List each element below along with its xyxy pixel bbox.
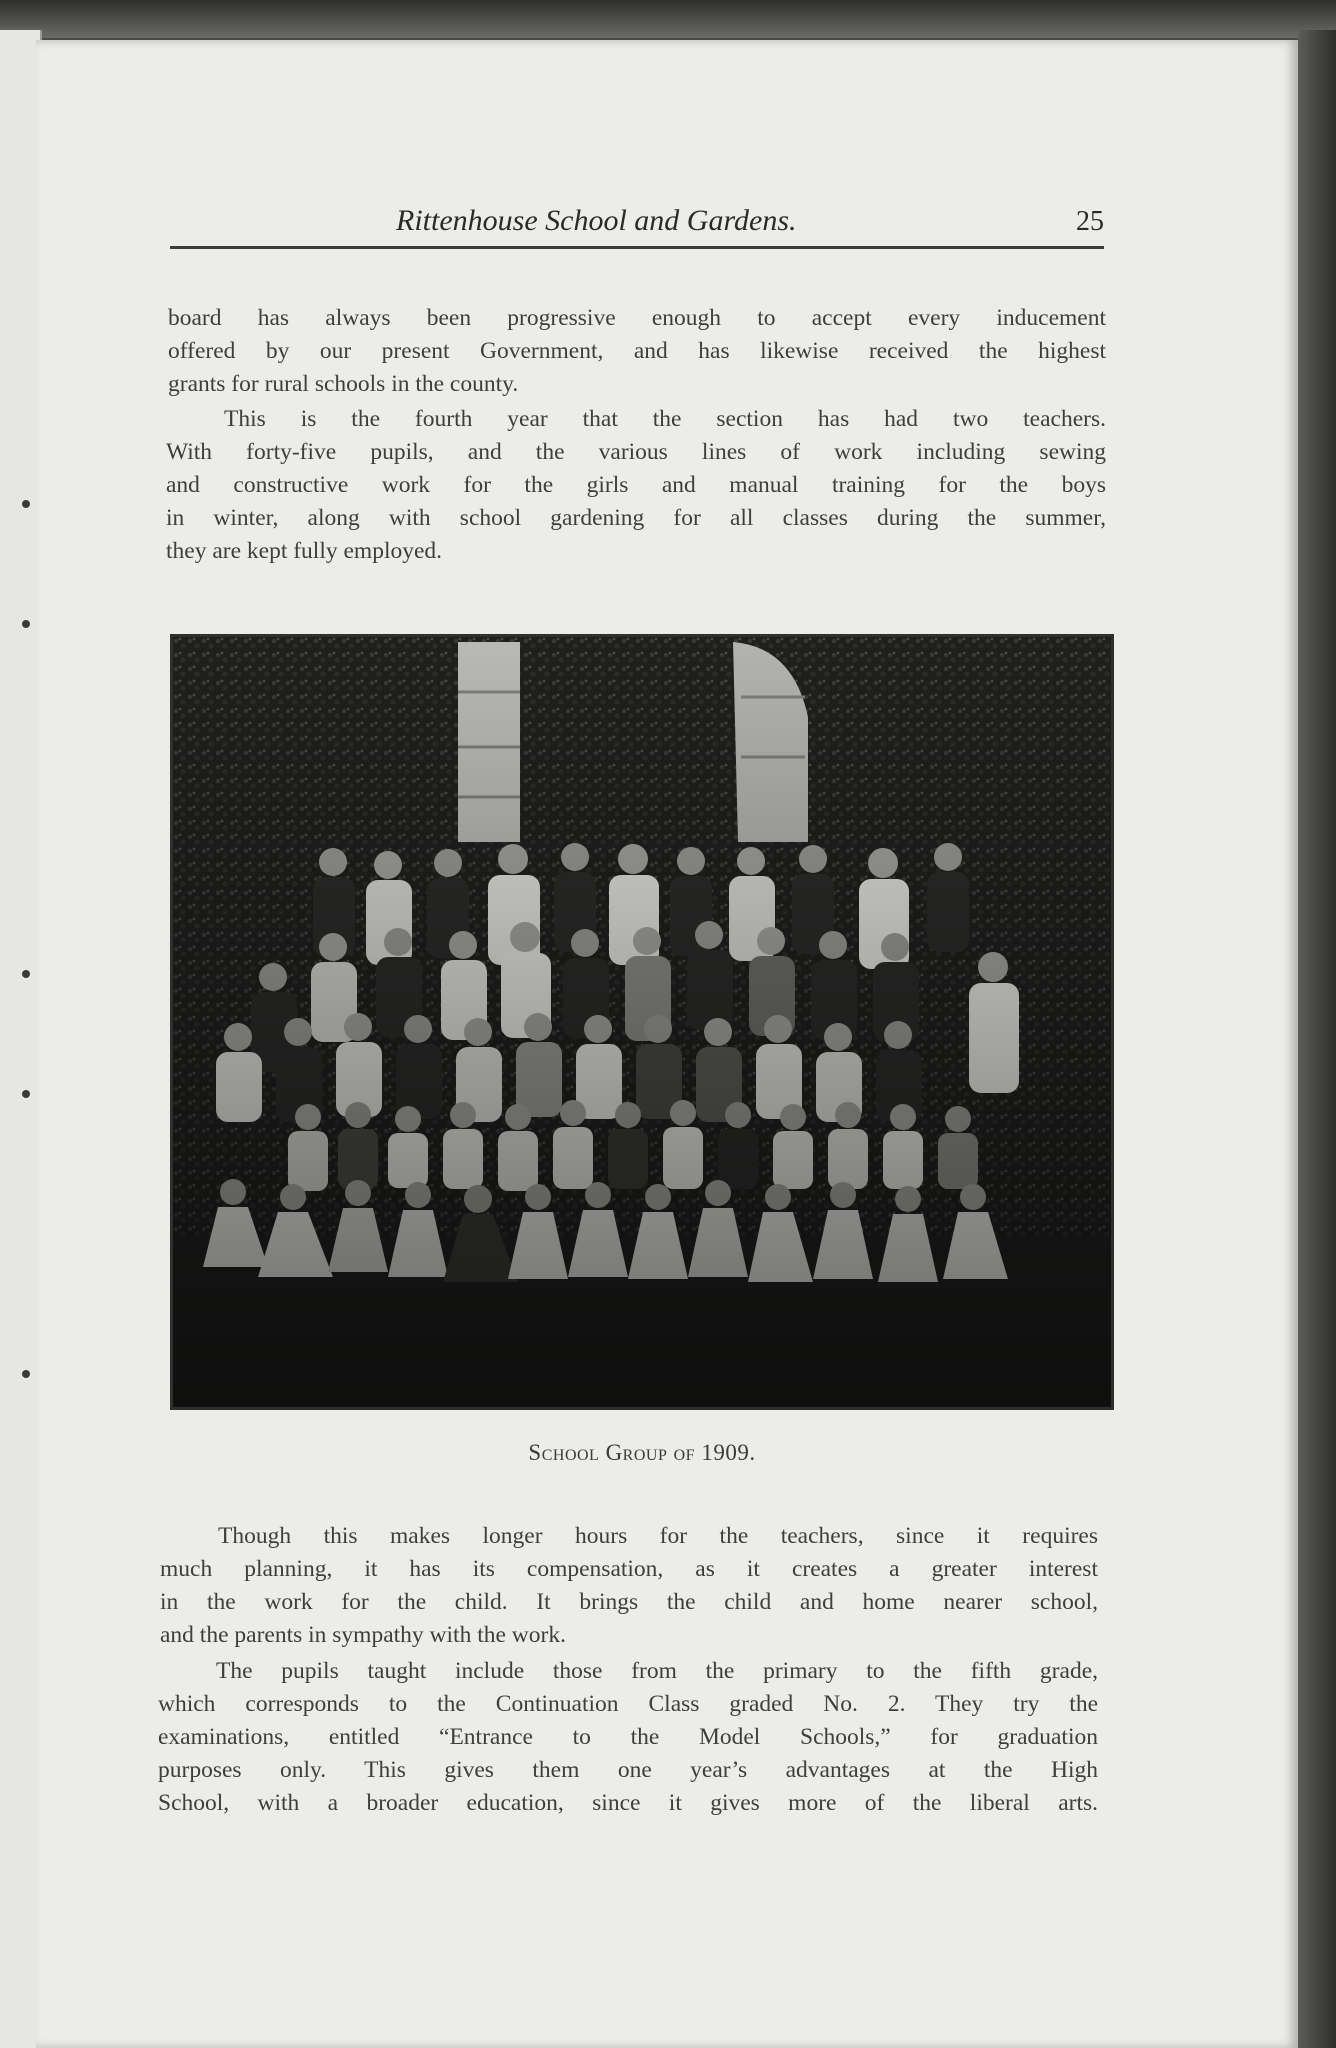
text-line: offered by our present Government, and has likewise received the highest (168, 338, 1106, 364)
photo-caption (170, 1440, 1114, 1466)
text-line: This is the fourth year that the section has had two teachers. (224, 406, 1106, 432)
binding-mark (22, 1090, 30, 1098)
paragraph-4 (158, 1655, 1098, 1820)
text-line: they are kept fully employed. (166, 538, 443, 564)
text-line: in winter, along with school gardening for all classes during the summer, (166, 505, 1106, 531)
text-line: board has always been progressive enough to accept every inducement (168, 305, 1106, 331)
paragraph-2 (166, 403, 1106, 568)
binding-mark (22, 620, 30, 628)
binding-mark (22, 500, 30, 508)
text-line: The pupils taught include those from the primary to the fifth grade, (216, 1658, 1098, 1684)
page-number: 25 (1076, 206, 1104, 237)
paragraph-3 (160, 1520, 1098, 1652)
paragraph-1 (168, 302, 1106, 401)
text-line: Though this makes longer hours for the teachers, since it requires (218, 1523, 1098, 1549)
text-line: With forty-five pupils, and the various lines of work including sewing (166, 439, 1106, 465)
caption-text: School Group of 1909. (528, 1440, 756, 1465)
text-line: and constructive work for the girls and manual training for the boys (166, 472, 1106, 498)
text-line: examinations, entitled “Entrance to the Model Schools,” for graduation (158, 1724, 1098, 1750)
scan-top-edge (0, 0, 1336, 38)
text-line: much planning, it has its compensation, as it creates a greater interest (160, 1556, 1098, 1582)
text-line: and the parents in sympathy with the work. (160, 1622, 566, 1648)
book-cover-edge (1298, 30, 1336, 2048)
running-head (170, 196, 1104, 249)
binding-mark (22, 1370, 30, 1378)
running-title: Rittenhouse School and Gardens. (396, 204, 797, 237)
binding-mark (22, 970, 30, 978)
photo-image (173, 637, 1111, 1407)
text-line: School, with a broader education, since it gives more of the liberal arts. (158, 1790, 1098, 1816)
text-line: grants for rural schools in the county. (168, 371, 519, 397)
text-line: in the work for the child. It brings the child and home nearer school, (160, 1589, 1098, 1615)
school-group-photo (170, 634, 1114, 1410)
text-line: which corresponds to the Continuation Class graded No. 2. They try the (158, 1691, 1098, 1717)
text-line: purposes only. This gives them one year’s advantages at the High (158, 1757, 1098, 1783)
